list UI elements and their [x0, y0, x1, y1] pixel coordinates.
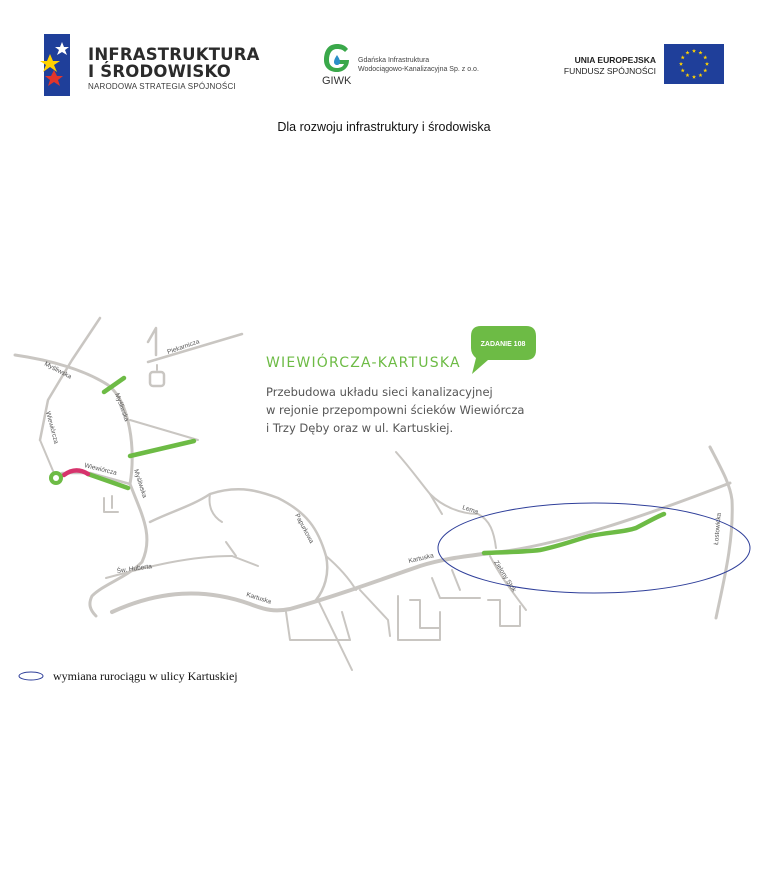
pipeline-branch	[130, 441, 194, 456]
label-papurkowa: Papurkowa	[293, 512, 315, 545]
building-roundabout	[150, 372, 164, 386]
badge-bubble	[471, 326, 536, 374]
legend-ellipse-icon	[18, 671, 44, 681]
description-line-1: Przebudowa układu sieci kanalizacyjnej	[266, 385, 493, 399]
label-mysliwska3: Myśliwska	[132, 468, 148, 499]
description-line-2: w rejonie przepompowni ścieków Wiewiórcza	[266, 403, 525, 417]
label-mysliwska1: Myśliwska	[43, 360, 73, 381]
eu-label: UNIA EUROPEJSKA	[574, 55, 656, 65]
label-kartuska1: Kartuska	[245, 591, 272, 606]
stars-emblem-icon	[40, 34, 74, 96]
legend-text: wymiana rurociągu w ulicy Kartuskiej	[53, 669, 238, 683]
slogan: Dla rozwoju infrastruktury i środowiska	[277, 120, 491, 134]
project-map	[0, 300, 768, 680]
logo-title-line2: I ŚRODOWISKO	[88, 62, 231, 81]
road-papurkowa	[150, 489, 327, 600]
road-north-stub	[148, 328, 156, 355]
label-mysliwska2: Myśliwska	[113, 392, 130, 423]
map-title: WIEWIÓRCZA-KARTUSKA	[266, 355, 461, 371]
infrastruktura-srodowisko-logo	[40, 34, 260, 96]
road-branch	[130, 420, 198, 440]
logo-subtitle: NARODOWA STRATEGIA SPÓJNOŚCI	[88, 82, 236, 91]
logo-title-line1: INFRASTRUKTURA	[88, 45, 260, 64]
road-kartuska-east	[490, 483, 730, 553]
logo-name-line2: Wodociągowo-Kanalizacyjna Sp. z o.o.	[358, 66, 479, 73]
label-wiewiorcza1: Wiewiórcza	[44, 410, 60, 445]
logo-name-line1: Gdańska Infrastruktura	[358, 57, 430, 64]
label-kartuska2: Kartuska	[407, 552, 435, 565]
label-sw-huberta: Św. Huberta	[116, 563, 153, 575]
label-piekarnicza: Piekarnicza	[166, 338, 201, 356]
fund-label: FUNDUSZ SPÓJNOŚCI	[563, 66, 656, 76]
badge-text: ZADANIE 108	[480, 341, 526, 348]
eu-flag-icon	[664, 44, 724, 84]
replacement-area-ellipse	[438, 503, 750, 593]
label-zielony-stok: Zielony Stok	[492, 559, 518, 594]
giwk-logo	[320, 42, 500, 88]
water-drop-g-icon	[320, 42, 354, 88]
eu-cohesion-fund-logo	[560, 44, 728, 86]
pipeline-kartuska	[484, 514, 664, 553]
label-lema: Lema	[461, 504, 480, 516]
label-lostowicka: Łostowicka	[713, 512, 723, 546]
label-wiewiorcza2: Wiewiórcza	[83, 462, 118, 477]
pumping-station-icon	[49, 471, 63, 485]
description-line-3: i Trzy Dęby oraz w ul. Kartuskiej.	[266, 421, 454, 435]
road-piekarnicza	[148, 334, 242, 362]
logo-acronym: GIWK	[322, 75, 352, 87]
badge	[471, 326, 536, 374]
